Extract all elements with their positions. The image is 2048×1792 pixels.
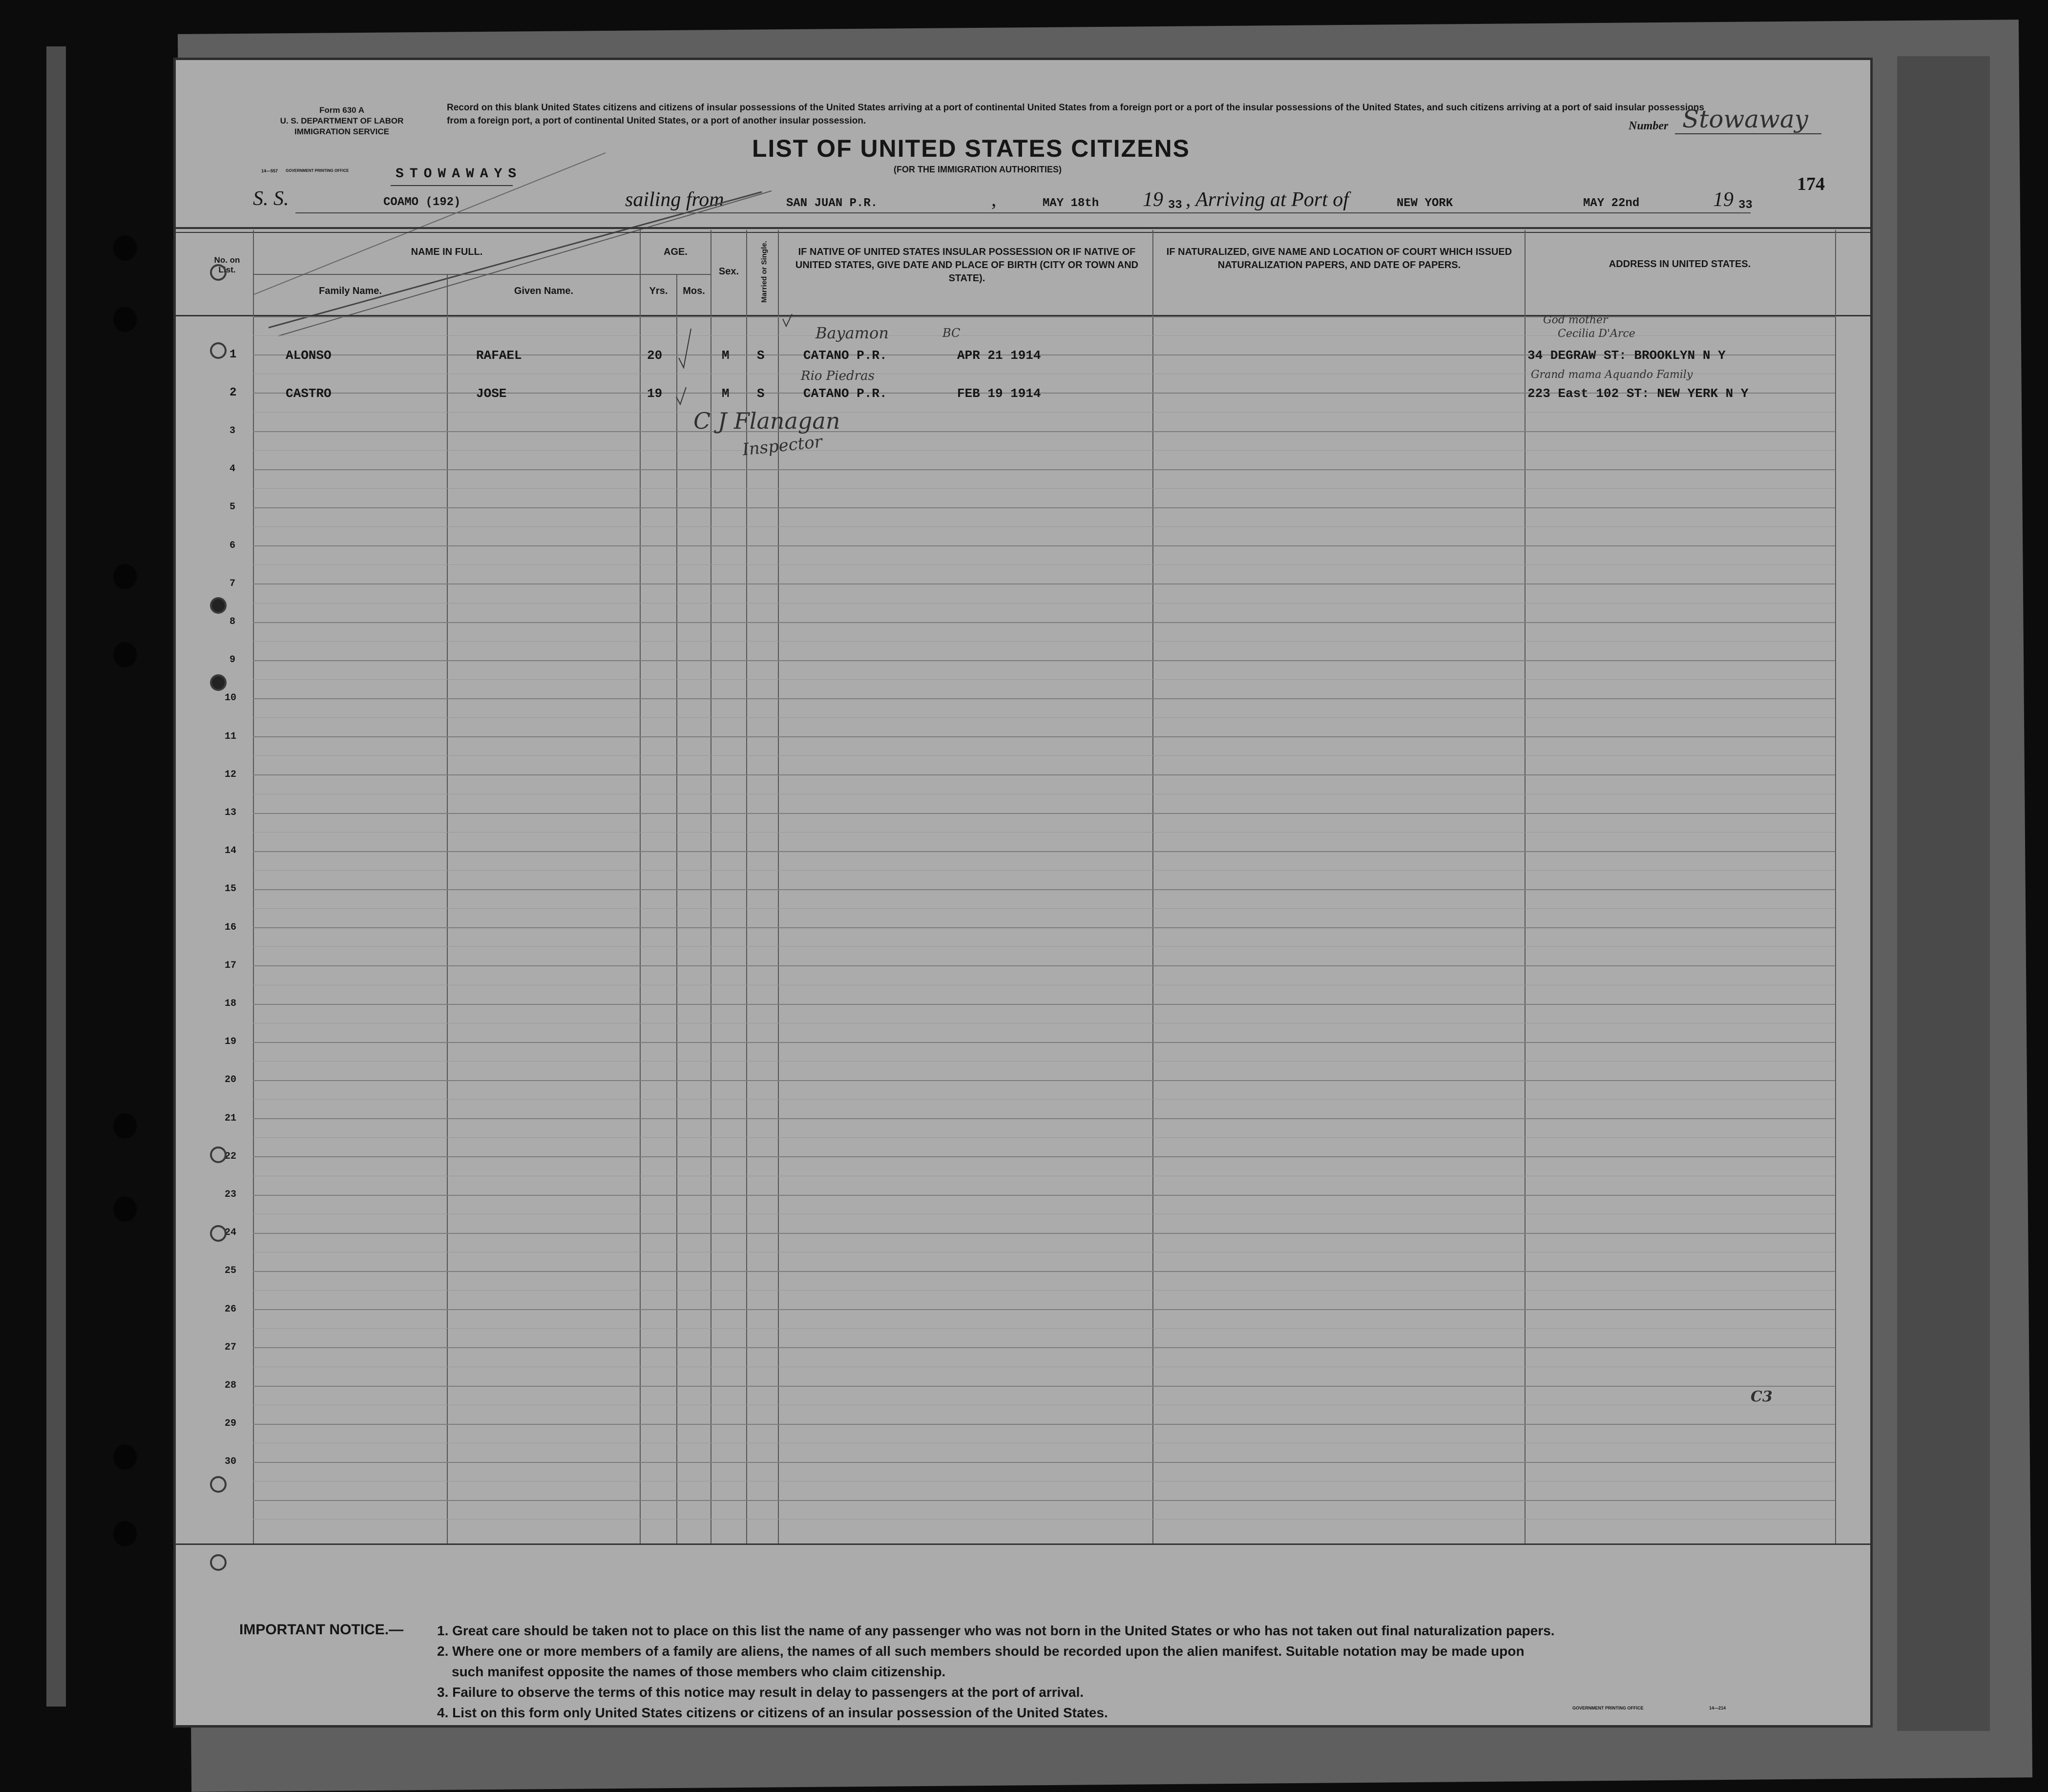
rule-line [253,1118,1835,1119]
departure-port: SAN JUAN P.R. [786,197,878,210]
punch-ring [210,264,227,281]
departure-year: 33 [1168,199,1182,212]
sailing-label: sailing from [625,188,724,211]
col-rule [676,275,677,1543]
separator: , [991,188,997,211]
inspector-title: Inspector [741,432,823,460]
rule-line [253,507,1835,508]
rule-line [253,1347,1835,1348]
address-note-name: Cecilia D'Arce [1558,328,1635,340]
right-margin-strip [1897,56,1990,1731]
departure-date: MAY 18th [1043,197,1099,210]
punch-ring [210,1146,227,1163]
service-name: IMMIGRATION SERVICE [294,127,389,136]
line-number: 5 [230,501,236,513]
sub-rule-line [253,1328,1835,1329]
row-1-family: ALONSO [286,348,332,363]
printer-code: 14—557 [261,168,278,173]
col-address-header: ADDRESS IN UNITED STATES. [1609,259,1751,270]
form-instruction: Record on this blank United States citizens and citizens of insular possessions of the United States arriving at a port of continental United States from a foreign port or a port of the insular possessions of the United States, and such citizens arriving at a port of said insular possessions from a foreign port, a port of continental United States, or a port of another insular possession. [447,103,1704,126]
line-number: 3 [230,425,236,437]
sub-rule-line [253,488,1835,489]
number-label: Number [1629,120,1669,132]
ship-name: COAMO (192) [383,196,461,209]
form-subtitle: (FOR THE IMMIGRATION AUTHORITIES) [894,165,1062,174]
col-yrs-header: Yrs. [649,286,668,296]
row-2-given: JOSE [476,386,507,401]
notice-item-2: 2. Where one or more members of a family are aliens, the names of all such members should be recorded upon the alien manifest. Suitable notation may be made upon [437,1644,1525,1659]
rule-line [253,774,1835,775]
row-2-address: 223 East 102 ST: NEW YERK N Y [1527,386,1749,401]
notice-items [437,1621,1555,1723]
rule-line [253,1195,1835,1196]
line-number: 21 [225,1112,237,1124]
rule-line [253,1462,1835,1463]
col-age-header: AGE. [664,247,688,257]
arrival-year-prefix: 19 [1713,188,1734,211]
col-rule [447,275,448,1543]
line-number: 29 [225,1418,237,1430]
rule-line [253,813,1835,814]
binder-hole [113,642,137,667]
punch-ring [210,342,227,359]
col-naturalized-header: IF NATURALIZED, GIVE NAME AND LOCATION OF COURT WHICH ISSUED NATURALIZATION PAPERS, AND DATE OF PAPERS. [1166,247,1512,271]
line-number: 11 [225,730,237,742]
binder-hole [113,1196,137,1222]
line-number: 8 [230,616,236,627]
sub-rule-line [253,870,1835,871]
line-number: 19 [225,1036,237,1048]
line-number: 13 [225,807,237,818]
punch-ring [210,674,227,691]
rule-line [253,1042,1835,1043]
line-number: 24 [225,1227,237,1239]
line-number: 4 [230,463,236,475]
sub-rule-line [253,564,1835,565]
line-number: 15 [225,883,237,895]
rule-line [253,1156,1835,1157]
pen-strokes [234,133,772,338]
sub-rule-line [253,641,1835,642]
col-rule [1152,230,1153,1543]
line-number: 14 [225,845,237,857]
line-number: 20 [225,1074,237,1086]
sub-rule-line [253,1290,1835,1291]
row-1-number: 1 [230,348,237,361]
handwritten-bc: BC [942,326,961,340]
rule-line [253,1500,1835,1501]
arrival-port: NEW YORK [1397,197,1453,210]
sub-rule-line [253,1137,1835,1138]
rule-line [253,1080,1835,1081]
row-1-sex: M [722,348,730,363]
sub-rule-line [253,412,1835,413]
sub-rule-line [253,526,1835,527]
notice-item-3: 3. Failure to observe the terms of this notice may result in delay to passengers at the port of arrival. [437,1685,1084,1700]
rule-line [253,469,1835,470]
row-2-number: 2 [230,386,237,399]
col-given-header: Given Name. [514,286,574,296]
col-rule [1525,230,1526,1543]
line-number: 23 [225,1189,237,1200]
rule-line [253,1233,1835,1234]
binder-hole [113,307,137,332]
sub-rule-line [253,679,1835,680]
binder-hole [113,1444,137,1470]
binder-hole [113,1113,137,1139]
sub-rule-line [253,832,1835,833]
rule-line [253,1424,1835,1425]
row-1-status: S [757,348,765,363]
col-mos-header: Mos. [683,286,705,296]
table-top-rule-2 [176,232,1873,233]
rule-line [253,1271,1835,1272]
sub-rule-line [253,908,1835,909]
address-note-godmother: God mother [1543,314,1608,326]
col-name-header: NAME IN FULL. [411,247,483,257]
rule-line [253,889,1835,890]
department-name: U. S. DEPARTMENT OF LABOR [280,116,404,125]
inspector-signature: C J Flanagan [693,408,840,434]
line-number: 26 [225,1303,237,1315]
table-top-rule [176,227,1873,229]
form-id-block [269,105,415,137]
handwritten-rio-piedras: Rio Piedras [801,369,875,383]
col-sex-header: Sex. [718,266,739,277]
line-number: 25 [225,1265,237,1277]
punch-ring [210,1554,227,1571]
line-number: 7 [230,578,236,589]
col-family-header: Family Name. [319,286,382,296]
row-1-birthdate: APR 21 1914 [957,348,1041,363]
line-number: 10 [225,692,237,704]
row-1-yrs: 20 [647,348,663,363]
footer-printer: GOVERNMENT PRINTING OFFICE [1572,1706,1644,1710]
sub-rule-line [253,450,1835,451]
arriving-label: , Arriving at Port of [1186,188,1349,211]
printer-name: GOVERNMENT PRINTING OFFICE [286,168,349,173]
punch-ring [210,1225,227,1242]
rule-line [253,851,1835,852]
rule-line [253,1309,1835,1310]
rule-line [253,583,1835,584]
line-number: 17 [225,959,237,971]
line-number: 6 [230,540,236,551]
handwritten-bayamon: Bayamon [815,324,889,342]
notice-heading: IMPORTANT NOTICE.— [239,1622,404,1638]
sub-rule-line [253,603,1835,604]
sub-rule-line [253,946,1835,947]
page-number: 174 [1797,174,1825,194]
sub-rule-line [253,1519,1835,1520]
row-1-birthplace: CATANO P.R. [803,348,887,363]
rule-line [253,545,1835,546]
arrival-date: MAY 22nd [1583,197,1640,210]
form-number: Form 630 A [319,105,364,115]
line-number: 22 [225,1150,237,1162]
arrival-year: 33 [1738,199,1753,212]
binder-hole [113,235,137,261]
row-2-family: CASTRO [286,386,332,401]
row-2-birthdate: FEB 19 1914 [957,386,1041,401]
rule-line [253,736,1835,737]
line-number: 12 [225,769,237,780]
notice-item-4: 4. List on this form only United States citizens or citizens of an insular possession of the United States. [437,1705,1108,1720]
row-2-birthplace: CATANO P.R. [803,386,887,401]
line-number: 30 [225,1456,237,1468]
sub-rule-line [253,717,1835,718]
punch-ring [210,597,227,614]
row-2-sex: M [722,386,730,401]
binder-hole [113,564,137,589]
row-1-given: RAFAEL [476,348,522,363]
binder-hole [113,1521,137,1546]
rule-line [253,431,1835,432]
line-number: 16 [225,921,237,933]
ss-label: S. S. [253,188,289,210]
line-number: 27 [225,1341,237,1353]
sub-rule-line [253,755,1835,756]
form-title: LIST OF UNITED STATES CITIZENS [752,135,1191,162]
subheader-rule [253,274,711,275]
line-number: 28 [225,1380,237,1391]
rule-line [253,965,1835,966]
rule-line [253,927,1835,928]
notice-item-1: 1. Great care should be taken not to place on this list the name of any passenger who was not born in the United States or who has not taken out final naturalization papers. [437,1623,1555,1638]
rule-line [253,1386,1835,1387]
rule-line [253,698,1835,699]
table-bottom-rule [176,1543,1873,1545]
rule-line [253,1004,1835,1005]
row-1-address: 34 DEGRAW ST: BROOKLYN N Y [1527,348,1726,363]
col-birth-header: IF NATIVE OF UNITED STATES INSULAR POSSESSION OR IF NATIVE OF UNITED STATES, GIVE DATE AND PLACE OF BIRTH (CITY OR TOWN AND STATE). [795,247,1139,284]
manifest-page [173,58,1873,1728]
footer-code: 14—214 [1709,1706,1726,1710]
punch-ring [210,1476,227,1493]
left-binding-strip [46,46,66,1707]
sub-rule-line [253,1099,1835,1100]
rule-line [253,622,1835,623]
number-value: Stowaway [1682,105,1808,133]
year-prefix: 19 [1143,188,1163,211]
stowaways-label: STOWAWAYS [396,167,522,182]
row-2-yrs: 19 [647,386,663,401]
corner-mark: C3 [1751,1388,1773,1405]
col-rule [253,230,254,1543]
col-no-header: No. on List. [214,255,240,274]
line-number: 18 [225,998,237,1009]
line-number: 9 [230,654,236,666]
col-rule [640,230,641,1543]
col-married-header: Married or Single. [760,241,769,303]
notice-item-2-cont: such manifest opposite the names of those members who claim citizenship. [452,1664,946,1679]
rule-line [253,660,1835,661]
address-note-grandmama: Grand mama Aquando Family [1531,369,1693,381]
check-marks [664,314,811,421]
sub-rule-line [253,1061,1835,1062]
row-2-status: S [757,386,765,401]
col-rule [1835,230,1836,1543]
number-underline [1675,133,1821,134]
